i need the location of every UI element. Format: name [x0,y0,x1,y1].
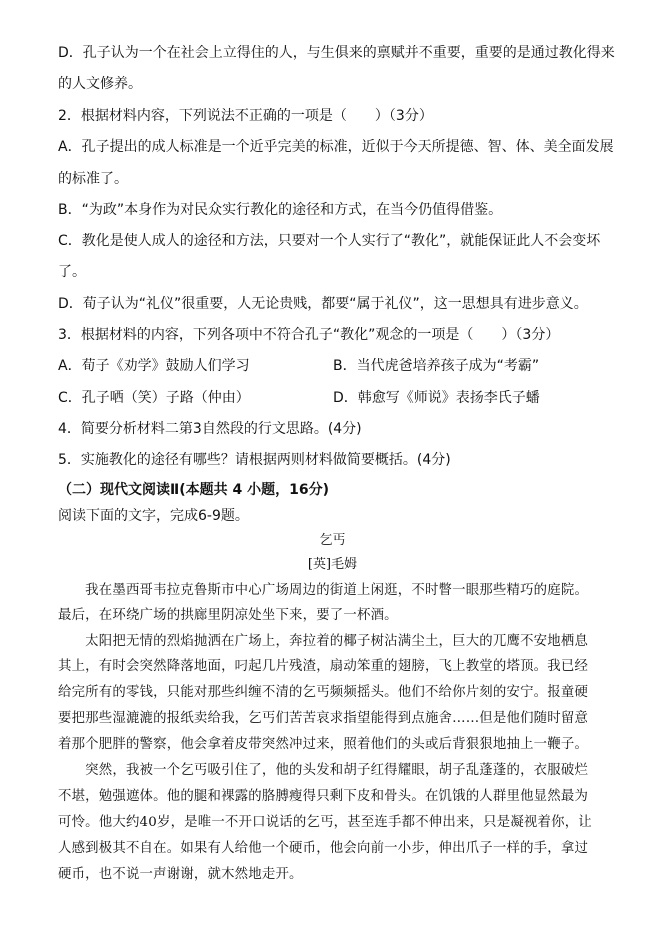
q3-option-c: C．孔子哂（笑）子路（仲由） [58,390,250,406]
paragraph-3-line-4: 人感到极其不自在。如果有人给他一个硬币，他会向前一小步，伸出爪子一样的手，拿过 [58,841,589,856]
paragraph-2-line-1: 太阳把无情的烈焰抛洒在广场上，奔拉着的椰子树沾满尘土，巨大的兀鹰不安地栖息 [58,634,589,649]
question-3: 3．根据材料的内容，下列各项中不符合孔子“教化”观念的一项是（ ）（3分） [58,327,560,343]
reading-instruction: 阅读下面的文字，完成6-9题。 [58,508,249,524]
q2-option-c-line-2: 了。 [58,264,86,280]
q2-option-a-line-1: A．孔子提出的成人标准是一个近乎完美的标准，近似于今天所提德、智、体、美全面发展 [58,139,614,155]
q2-option-a-line-2: 的标准了。 [58,171,128,187]
paragraph-3-line-1: 突然，我被一个乞丐吸引住了，他的头发和胡子红得耀眼，胡子乱蓬蓬的，衣服破烂 [58,763,589,778]
paragraph-1-line-2: 最后，在环绕广场的拱廊里阴凉处坐下来，要了一杯酒。 [58,608,398,623]
q3-option-d: D．韩愈写《师说》表扬李氏子蟠 [333,390,540,406]
q2-option-d: D．荀子认为“礼仪”很重要，人无论贵贱，都要“属于礼仪”，这一思想具有进步意义。 [58,296,588,312]
paragraph-3-line-5: 硬币，也不说一声谢谢，就木然地走开。 [58,867,303,882]
paragraph-2-line-5: 着那个肥胖的警察，他会拿着皮带突然冲过来，照着他们的头或后背狠狠地抽上一鞭子。 [58,737,589,752]
paragraph-3-line-3: 可怜。他大约40岁，是唯一不开口说话的乞丐，甚至连手都不伸出来，只是凝视着你，让 [58,815,592,830]
paragraph-2-line-3: 给完所有的零钱，只能对那些纠缠不清的乞丐频频摇头。他们不给你片刻的安宁。报童硬 [58,685,589,700]
story-title: 乞丐 [319,533,346,548]
q3-option-a: A．荀子《劝学》鼓励人们学习 [58,358,250,374]
option-d-line-2: 的人文修养。 [58,76,142,92]
q2-option-c-line-1: C．教化是使人成人的途径和方法，只要对一个人实行了“教化”，就能保证此人不会变坏 [58,233,601,249]
question-5: 5．实施教化的途径有哪些？请根据两则材料做简要概括。(4分) [58,452,451,468]
paragraph-1-line-1: 我在墨西哥韦拉克鲁斯市中心广场周边的街道上闲逛，不时瞥一眼那些精巧的庭院。 [58,583,589,598]
option-d-line-1: D．孔子认为一个在社会上立得住的人，与生俱来的禀赋并不重要，重要的是通过教化得来 [58,45,615,61]
question-4: 4．简要分析材料二第3自然段的行文思路。(4分) [58,421,362,437]
paragraph-2-line-4: 要把那些湿漉漉的报纸卖给我，乞丐们苦苦哀求指望能得到点施舍……但是他们随时留意 [58,711,589,726]
paragraph-3-line-2: 不堪，勉强遮体。他的腿和裸露的胳膊瘦得只剩下皮和骨头。在饥饿的人群里他显然最为 [58,789,589,804]
paragraph-2-line-2: 其上，有时会突然降落地面，叼起几片残渣，扇动笨重的翅膀，飞上教堂的塔顶。我已经 [58,659,589,674]
q2-option-b: B．“为政”本身作为对民众实行教化的途径和方式，在当今仍值得借鉴。 [58,202,503,218]
section-heading: （二）现代文阅读Ⅱ(本题共 4 小题，16分) [58,482,329,498]
q3-option-b: B．当代虎爸培养孩子成为“考霸” [333,358,540,374]
question-2: 2．根据材料内容，下列说法不正确的一项是（ ）（3分） [58,108,433,124]
story-author: [英]毛姆 [307,557,358,572]
